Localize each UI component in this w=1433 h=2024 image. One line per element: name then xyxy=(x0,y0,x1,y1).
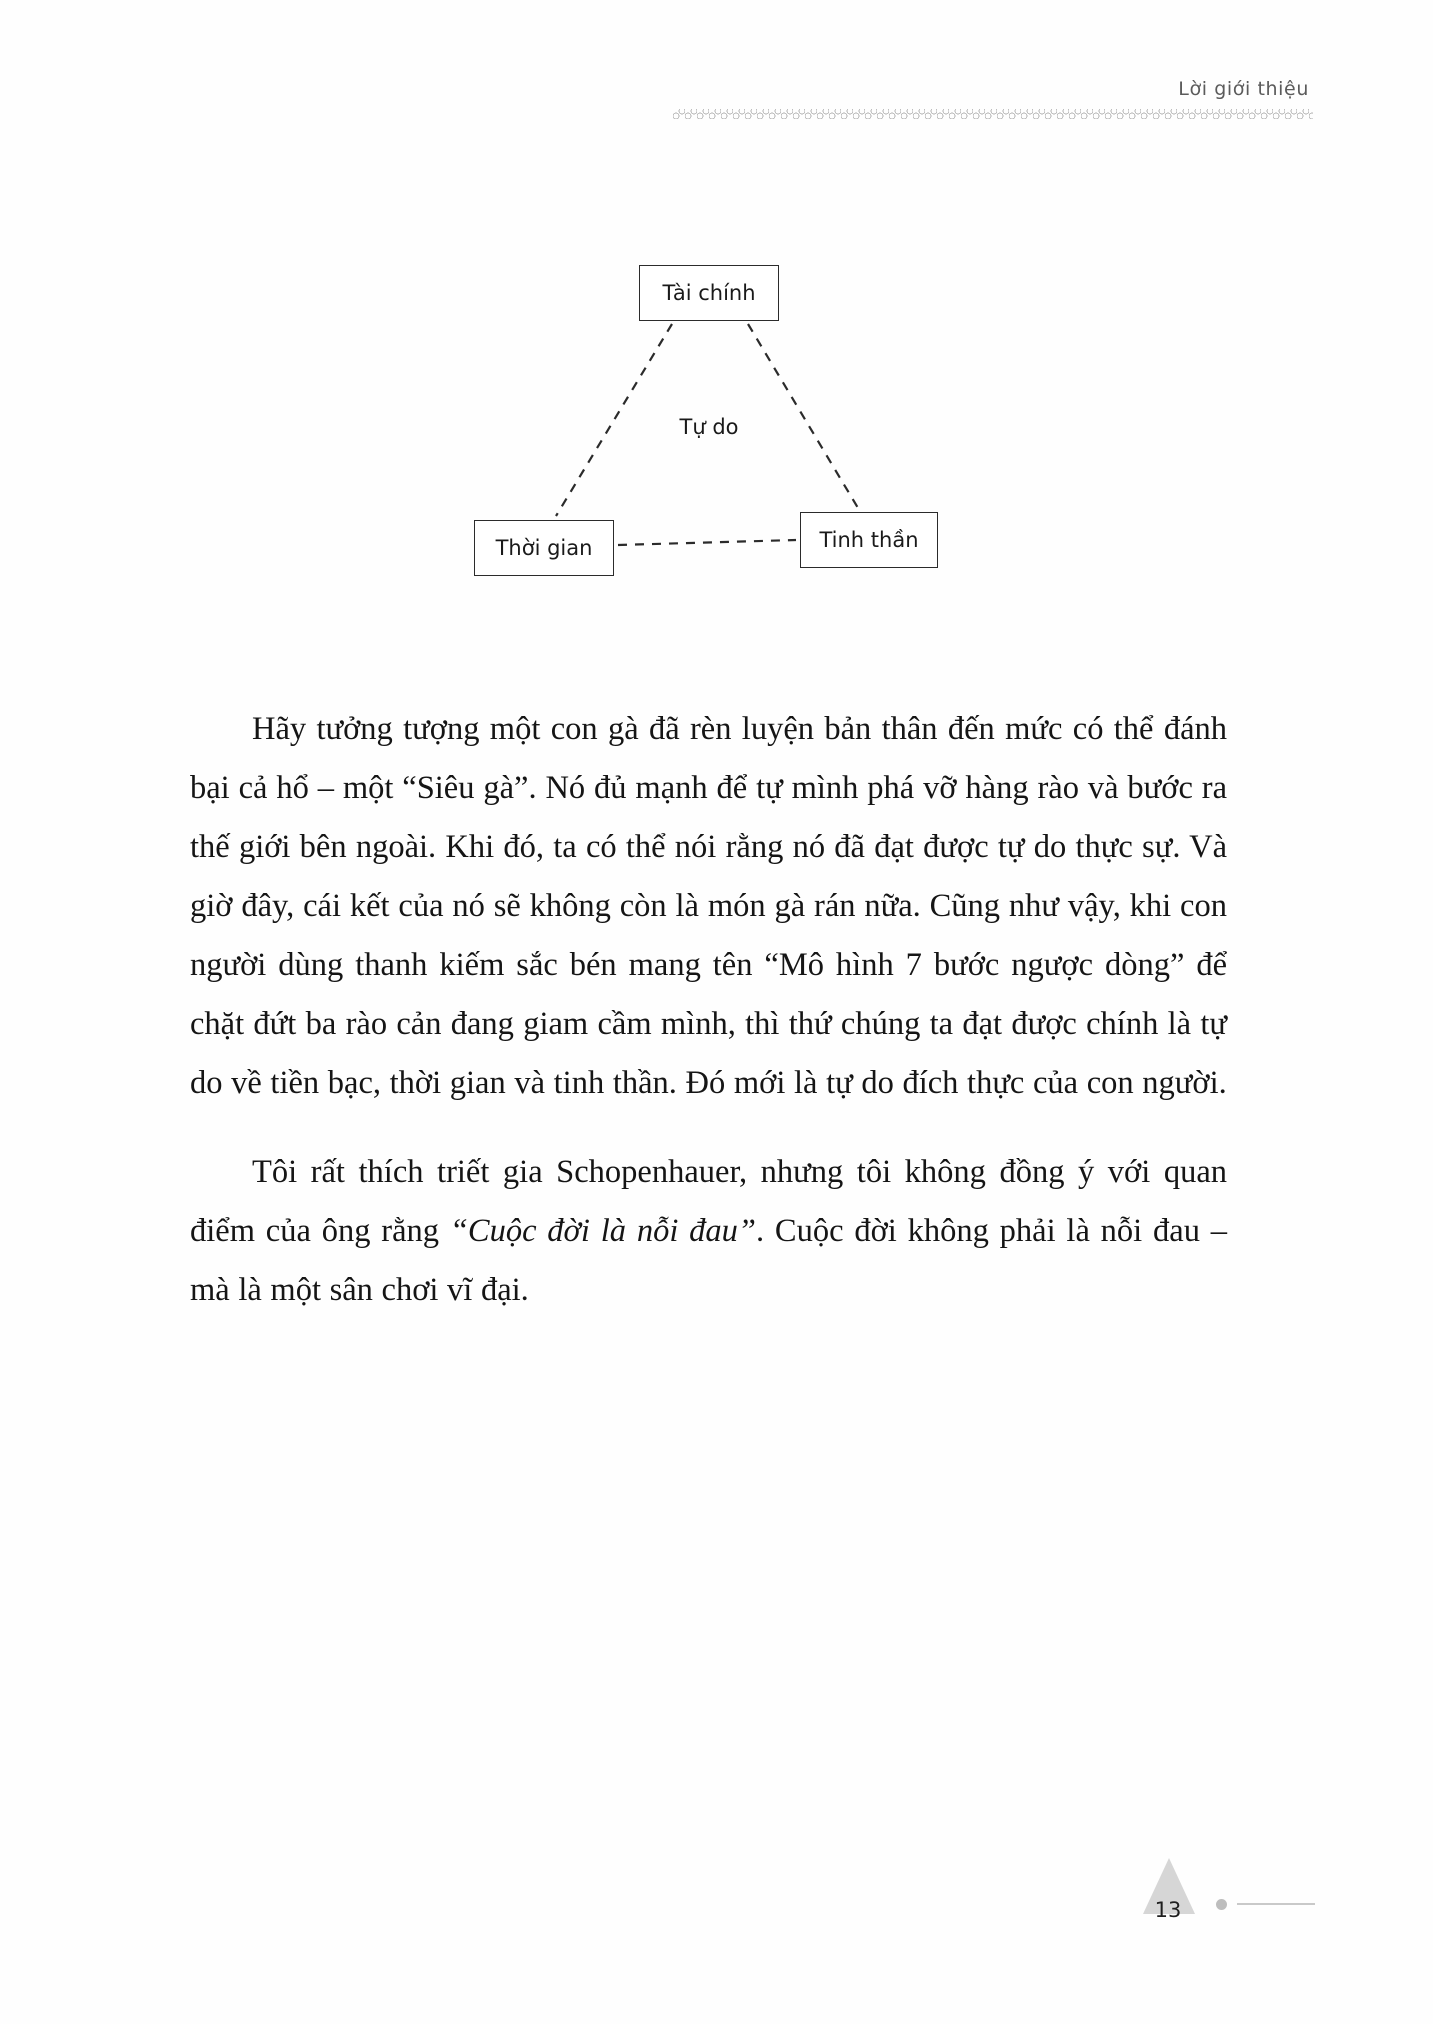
diagram-node-label: Tinh thần xyxy=(819,528,919,552)
diagram-node-tai-chinh xyxy=(639,265,779,321)
paragraph-2-tail: . Cuộc đời không phải là nỗi đau – mà là một sân chơi vĩ đại. xyxy=(190,1213,1227,1308)
diagram-node-thoi-gian xyxy=(474,520,614,576)
paragraph-2-quote: “Cuộc đời là nỗi đau” xyxy=(449,1213,756,1249)
diagram-node-label: Thời gian xyxy=(495,536,593,560)
running-head-label: Lời giới thiệu xyxy=(1178,78,1309,100)
wavy-divider xyxy=(673,109,1313,119)
diagram-center-label: Tự do xyxy=(679,415,739,439)
footer-rule xyxy=(1237,1903,1315,1905)
diagram-node-label: Tài chính xyxy=(662,281,756,305)
page-footer xyxy=(1035,1848,1315,1944)
body-content xyxy=(190,700,1227,1326)
running-head xyxy=(673,78,1313,119)
paragraph-1: Hãy tưởng tượng một con gà đã rèn luyện bản thân đến mức có thể đánh bại cả hổ – một “Siêu gà”. Nó đủ mạnh để tự mình phá vỡ hàng rào và bước ra thế giới bên ngoài. Khi đó, ta có thể nói rằng nó đã đạt được tự do thực sự. Và giờ đây, cái kết của nó sẽ không còn là món gà rán nữa. Cũng như vậy, khi con người dùng thanh kiếm sắc bén mang tên “Mô hình 7 bước ngược dòng” để chặt đứt ba rào cản đang giam cầm mình, thì thứ chúng ta đạt được chính là tự do về tiền bạc, thời gian và tinh thần. Đó mới là tự do đích thực của con người. xyxy=(190,711,1227,1101)
paragraph-2-lead: Tôi rất thích triết gia Schopenhauer, nhưng tôi không đồng ý với quan điểm của ông rằng xyxy=(190,1154,1227,1249)
freedom-triangle-diagram xyxy=(0,240,1433,660)
dot-ornament-icon xyxy=(1216,1899,1227,1910)
page-number: 13 xyxy=(1154,1898,1182,1922)
diagram-node-tinh-than xyxy=(800,512,938,568)
paragraph-2 xyxy=(190,1143,1227,1320)
